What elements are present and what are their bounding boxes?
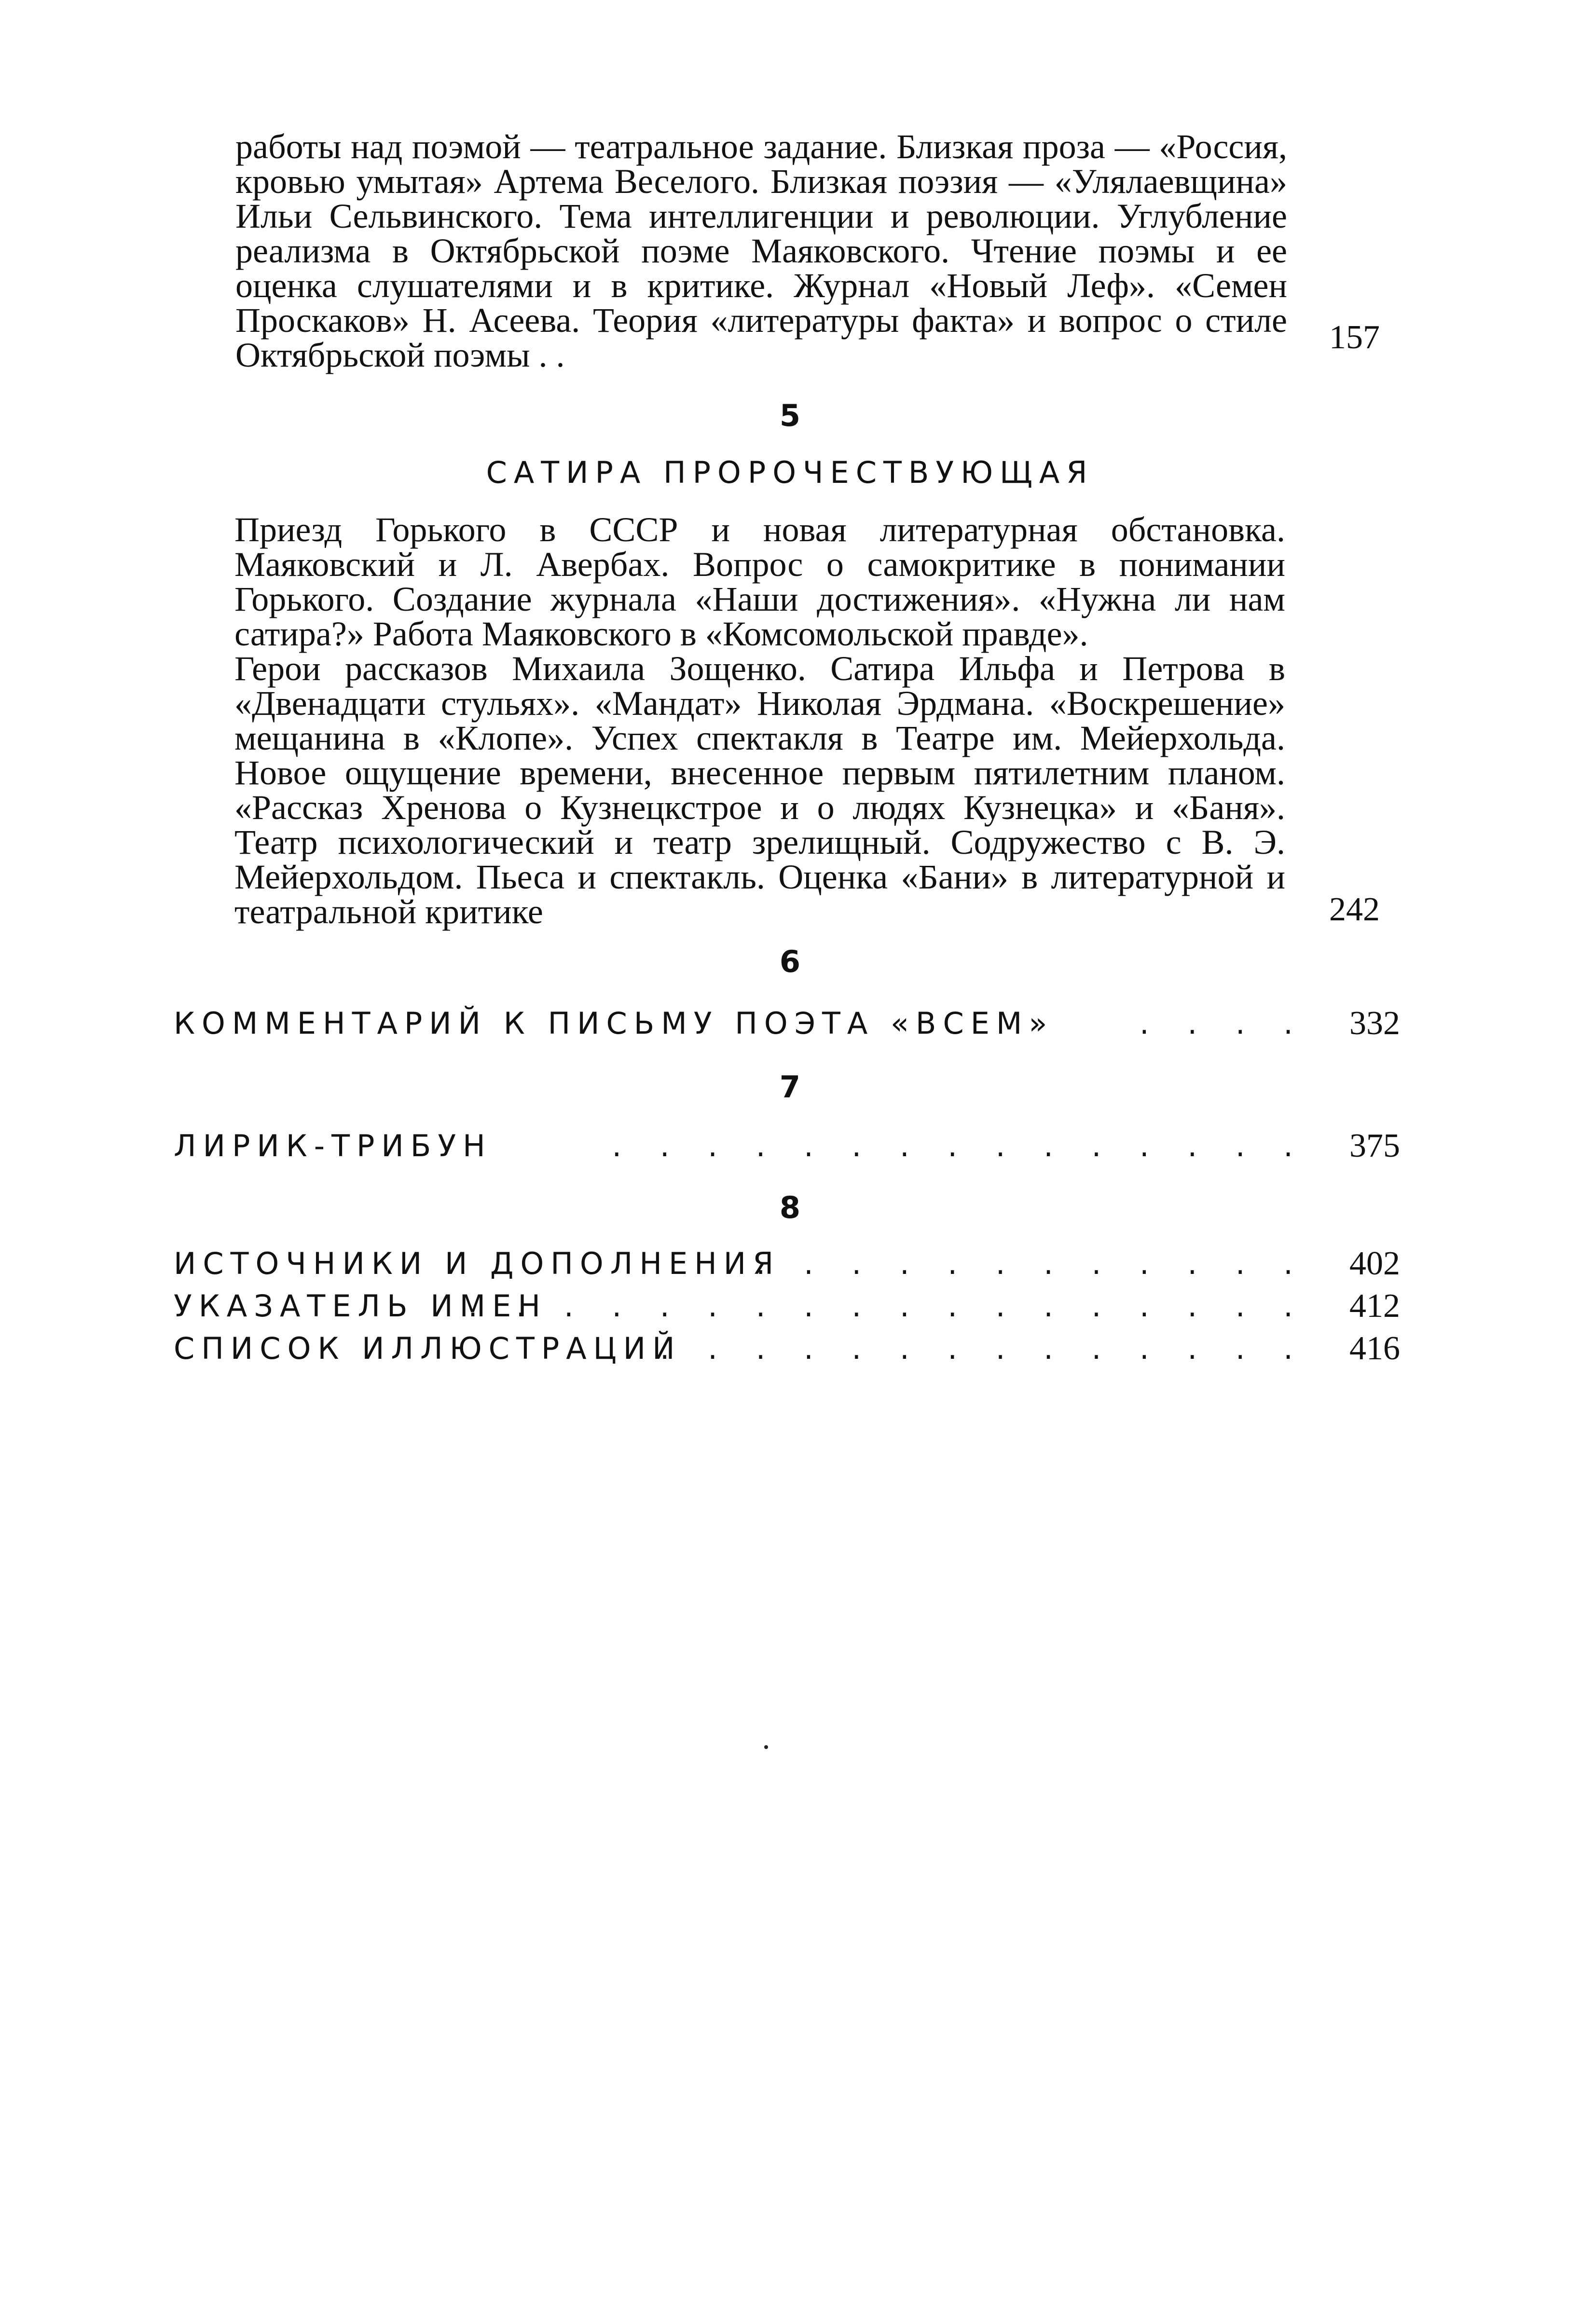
section5-paragraph-1: Приезд Горького в СССР и новая литературная обстановка. Маяковский и Л. Авербах. Вопрос о самокритике в понимании Горького. Создание журнала «Наши достижения». «Нужна ли нам сатира?» Работа Маяковского в «Комсомольской правде». (234, 510, 1285, 653)
leader-dots: . . . . . . . . . . . . . . (659, 1331, 1307, 1366)
section7-number: 7 (779, 1069, 801, 1105)
section5-number: 5 (779, 398, 801, 433)
entry4-page-number: 157 (1329, 319, 1380, 356)
section5-title: САТИРА ПРОРОЧЕСТВУЮЩАЯ (486, 455, 1094, 490)
toc-entry-page: 332 (1349, 1005, 1400, 1042)
leader-dots: . . . . (1140, 1006, 1307, 1041)
toc-entry-page: 412 (1349, 1287, 1400, 1325)
toc-entry-title: ИСТОЧНИКИ И ДОПОЛНЕНИЯ (174, 1246, 781, 1281)
section5-page-number: 242 (1329, 891, 1380, 928)
leader-dots: . . . . . . . . . . . . . . . . . . (468, 1288, 1307, 1324)
toc-entry-page: 375 (1349, 1127, 1400, 1164)
section5-paragraph-2: Герои рассказов Михаила Зощенко. Сатира Ильфа и Петрова в «Двенадцати стульях». «Мандат» Николая Эрдмана. «Воскрешение» мещанина в «Клопе». Успех спектакля в Театре им. Мейерхольда. Новое ощущение времени, внесенное первым пятилетним планом. «Рассказ Хренова о Кузнецкстрое и о людях Кузнецка» и «Баня». Театр психологический и театр зрелищный. Содружество с В. Э. Мейерхольдом. Пьеса и спектакль. Оценка «Бани» в литературной и театральной критике (234, 649, 1285, 931)
print-speck (764, 1745, 768, 1749)
toc-entry-name-index[interactable] (174, 1287, 1399, 1326)
toc-entry-title: СПИСОК ИЛЛЮСТРАЦИЙ (174, 1331, 682, 1366)
toc-entry-page: 402 (1349, 1245, 1400, 1282)
leader-dots: . . . . . . . . . . . . (756, 1246, 1307, 1281)
toc-entry-illustrations[interactable] (174, 1329, 1399, 1368)
toc-entry-title: ЛИРИК-ТРИБУН (174, 1128, 492, 1163)
toc-entry-title: УКАЗАТЕЛЬ ИМЕН (174, 1288, 547, 1324)
entry4-description: работы над поэмой — театральное задание. Близкая проза — «Россия, кровью умытая» Артема Веселого. Близкая поэзия — «Улялаевщина» Ильи Сельвинского. Тема интеллигенции и революции. Углубление реализма в Октябрьской поэме Маяковского. Чтение поэмы и ее оценка слушателями и в критике. Журнал «Новый Леф». «Семен Проскаков» Н. Асеева. Теория «литературы факта» и вопрос о стиле Октябрьской поэмы . . (235, 127, 1287, 374)
toc-entry-page: 416 (1349, 1330, 1400, 1367)
section6-number: 6 (779, 944, 801, 979)
toc-entry-title: КОММЕНТАРИЙ К ПИСЬМУ ПОЭТА «ВСЕМ» (174, 1006, 1054, 1041)
toc-entry-section7[interactable] (174, 1127, 1399, 1165)
section8-number: 8 (779, 1190, 801, 1225)
leader-dots: . . . . . . . . . . . . . . . (612, 1128, 1307, 1163)
toc-entry-sources[interactable] (174, 1244, 1399, 1283)
toc-entry-section6[interactable] (174, 1004, 1399, 1043)
